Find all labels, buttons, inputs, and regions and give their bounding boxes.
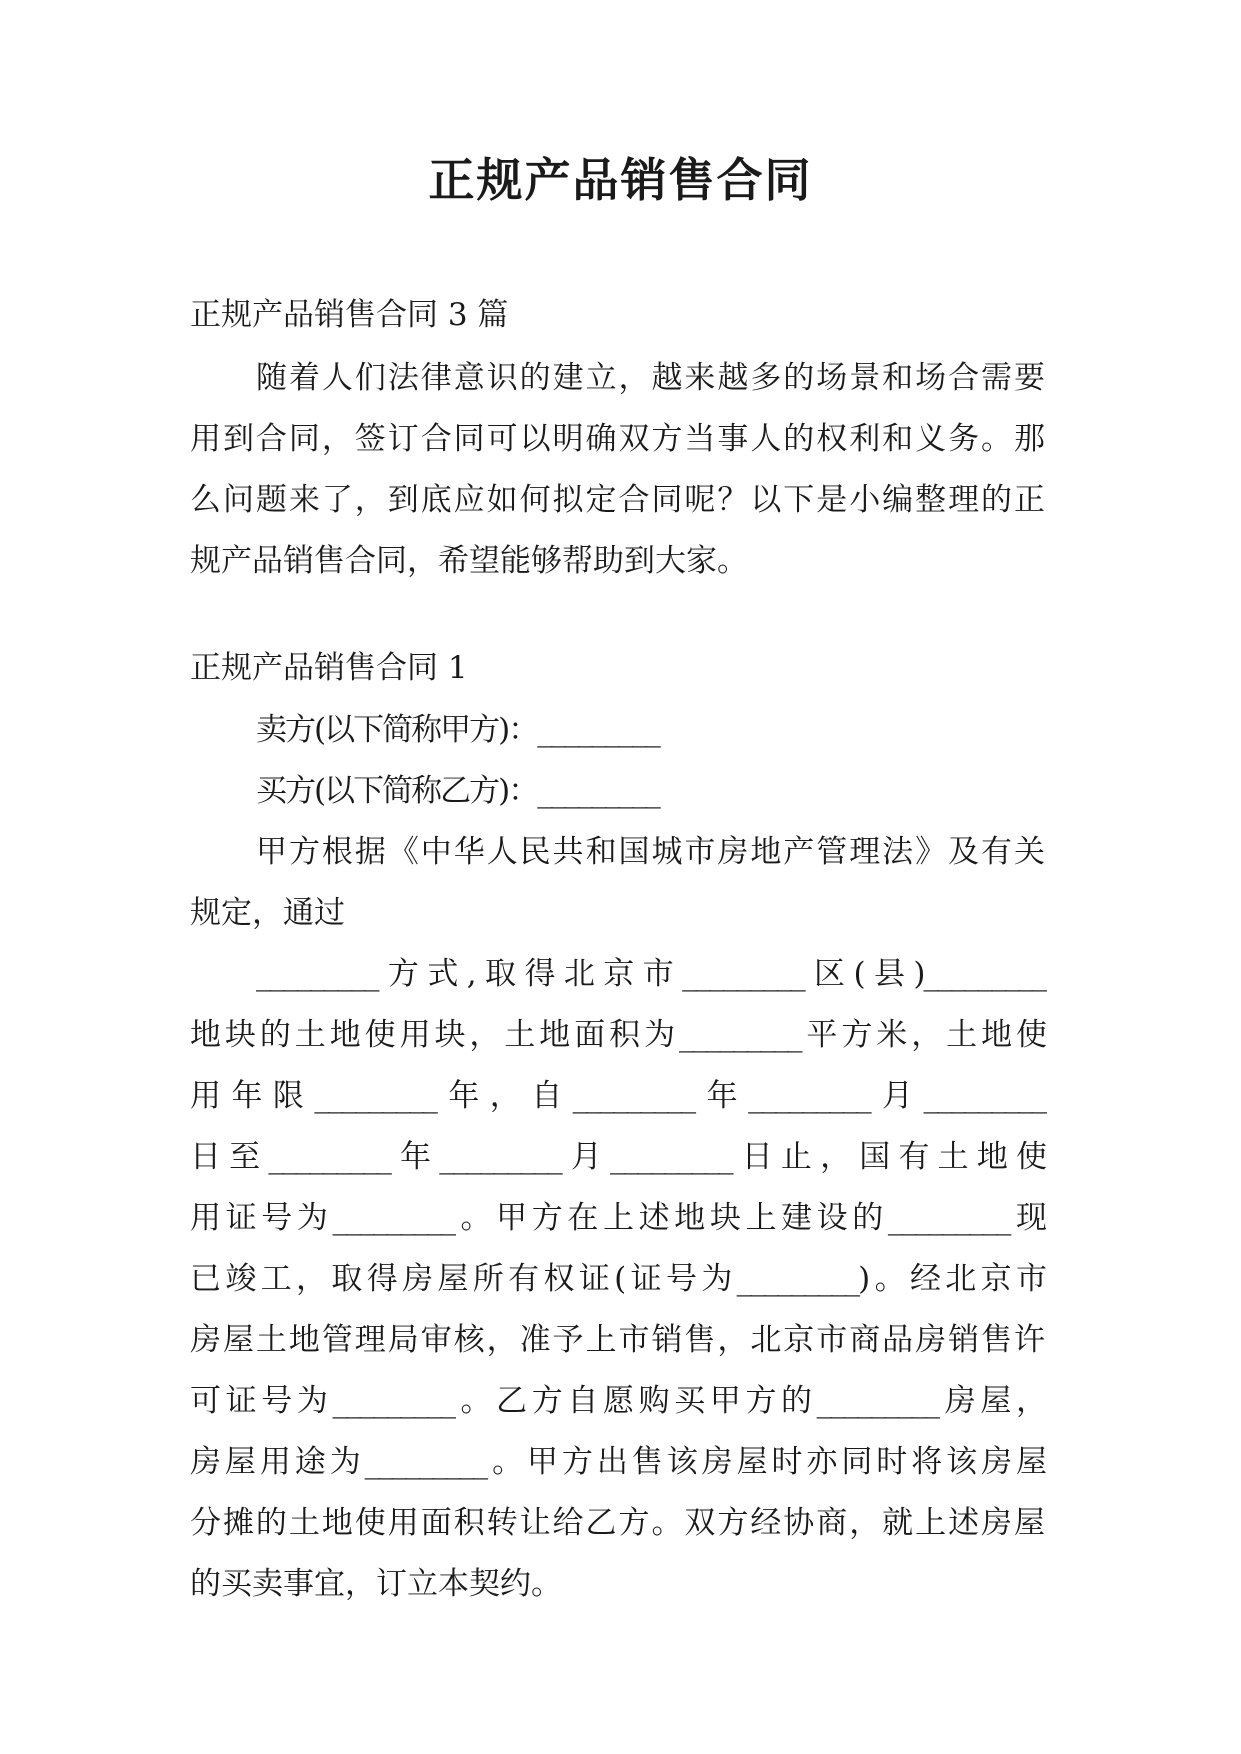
contract-line-11: 房屋土地管理局审核，准予上市销售，北京市商品房销售许 bbox=[190, 1322, 1045, 1358]
seller-line: 卖方(以下简称甲方)：_________ bbox=[256, 712, 659, 748]
contract-line-6: 地块的土地使用块，土地面积为_________平方米，土地使 bbox=[190, 1017, 1045, 1053]
contract-line-8: 日至_________年_________月_________日止，国有土地使 bbox=[190, 1139, 1045, 1175]
contract-line-15: 的买卖事宜，订立本契约。 bbox=[190, 1566, 562, 1602]
contract-line-3: 甲方根据《中华人民共和国城市房地产管理法》及有关 bbox=[256, 834, 1045, 870]
contract-line-13: 房屋用途为_________。甲方出售该房屋时亦同时将该房屋 bbox=[190, 1444, 1045, 1480]
intro-line-1: 随着人们法律意识的建立，越来越多的场景和场合需要 bbox=[256, 360, 1045, 396]
buyer-line: 买方(以下简称乙方)：_________ bbox=[256, 773, 659, 809]
contract-line-9: 用证号为_________。甲方在上述地块上建设的_________现 bbox=[190, 1200, 1045, 1236]
document-title: 正规产品销售合同 bbox=[428, 153, 813, 207]
contract-line-10: 已竣工，取得房屋所有权证(证号为_________)。经北京市 bbox=[190, 1261, 1045, 1297]
contract-line-7: 用年限_________年，自_________年_________月_________ bbox=[190, 1078, 1045, 1114]
intro-line-4: 规产品销售合同，希望能够帮助到大家。 bbox=[190, 543, 748, 579]
contract-line-12: 可证号为_________。乙方自愿购买甲方的_________房屋， bbox=[190, 1383, 1045, 1419]
contract-line-5: _________方式,取得北京市_________区(县)_________ bbox=[256, 956, 1045, 992]
contract-1-heading: 正规产品销售合同 1 bbox=[190, 650, 468, 686]
intro-line-3: 么问题来了，到底应如何拟定合同呢？以下是小编整理的正 bbox=[190, 482, 1045, 518]
intro-line-2: 用到合同，签订合同可以明确双方当事人的权利和义务。那 bbox=[190, 421, 1045, 457]
collection-heading: 正规产品销售合同 3 篇 bbox=[190, 297, 509, 333]
contract-line-14: 分摊的土地使用面积转让给乙方。双方经协商，就上述房屋 bbox=[190, 1505, 1045, 1541]
contract-line-4: 规定，通过 bbox=[190, 895, 345, 931]
